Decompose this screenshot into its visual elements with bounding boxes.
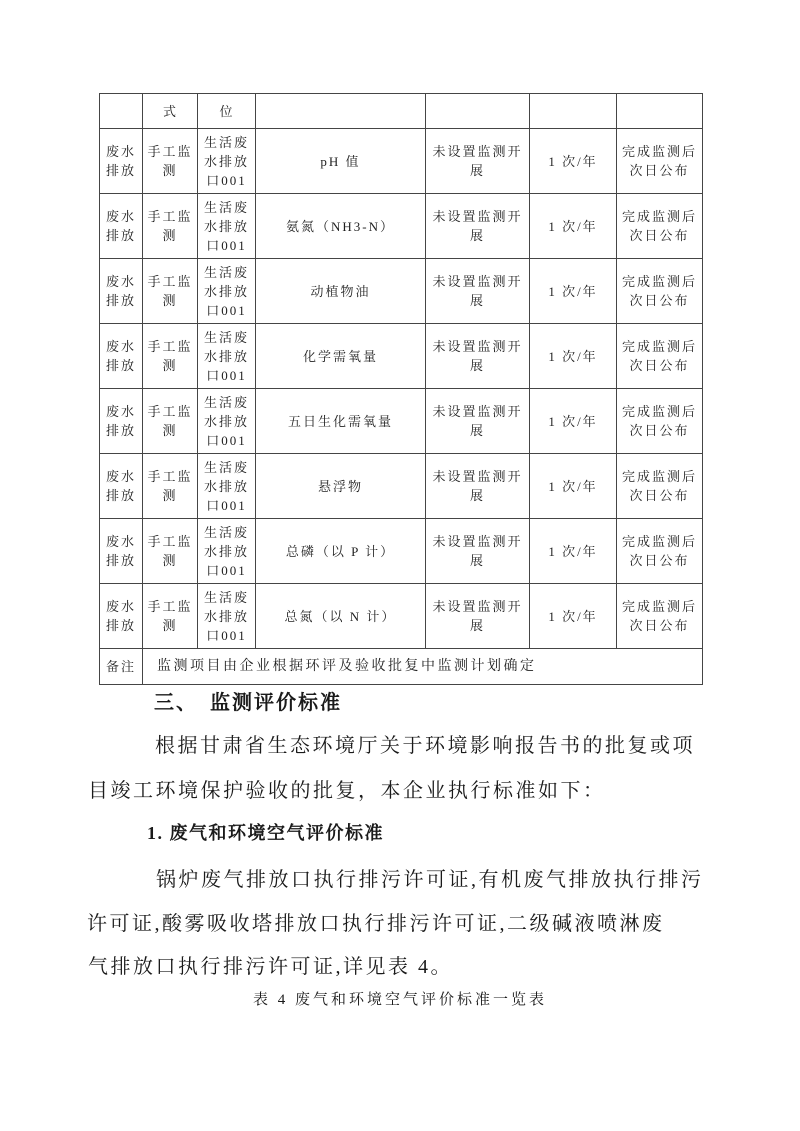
cell-status: 未设置监测开展 <box>426 129 530 194</box>
cell-frequency: 1 次/年 <box>530 129 617 194</box>
cell-publish: 完成监测后次日公布 <box>617 324 703 389</box>
paragraph2-line3: 气排放口执行排污许可证,详见表 4。 <box>88 956 453 978</box>
table-row <box>100 584 703 649</box>
cell-frequency: 1 次/年 <box>530 519 617 584</box>
cell-status: 未设置监测开展 <box>426 194 530 259</box>
header-cell <box>617 94 703 129</box>
paragraph1-line1: 根据甘肃省生态环境厅关于环境影响报告书的批复或项 <box>155 735 695 757</box>
cell-monitor-method: 手工监测 <box>143 129 198 194</box>
cell-publish: 完成监测后次日公布 <box>617 454 703 519</box>
table-row <box>100 324 703 389</box>
cell-frequency: 1 次/年 <box>530 259 617 324</box>
cell-monitor-method: 手工监测 <box>143 454 198 519</box>
cell-monitor-method: 手工监测 <box>143 519 198 584</box>
cell-monitor-item: 总氮（以 N 计） <box>256 584 426 649</box>
cell-monitor-item: 总磷（以 P 计） <box>256 519 426 584</box>
header-cell-point: 位 <box>198 94 256 129</box>
table-header-row <box>100 94 703 129</box>
header-cell-method: 式 <box>143 94 198 129</box>
cell-monitor-method: 手工监测 <box>143 389 198 454</box>
cell-outlet: 生活废水排放口001 <box>198 259 256 324</box>
header-cell <box>100 94 143 129</box>
table-row <box>100 259 703 324</box>
paragraph2-line1: 锅炉废气排放口执行排污许可证,有机废气排放执行排污 <box>156 869 704 891</box>
remark-text: 监测项目由企业根据环评及验收批复中监测计划确定 <box>143 649 703 685</box>
paragraph1-line2: 目竣工环境保护验收的批复，本企业执行标准如下： <box>88 780 606 802</box>
cell-pollutant-type: 废水排放 <box>100 194 143 259</box>
cell-pollutant-type: 废水排放 <box>100 324 143 389</box>
cell-monitor-item: 氨氮（NH3-N） <box>256 194 426 259</box>
cell-monitor-method: 手工监测 <box>143 259 198 324</box>
cell-publish: 完成监测后次日公布 <box>617 389 703 454</box>
header-cell <box>530 94 617 129</box>
cell-outlet: 生活废水排放口001 <box>198 389 256 454</box>
cell-monitor-method: 手工监测 <box>143 194 198 259</box>
cell-publish: 完成监测后次日公布 <box>617 259 703 324</box>
cell-monitor-method: 手工监测 <box>143 584 198 649</box>
cell-outlet: 生活废水排放口001 <box>198 129 256 194</box>
cell-outlet: 生活废水排放口001 <box>198 454 256 519</box>
paragraph2-line2: 许可证,酸雾吸收塔排放口执行排污许可证,二级碱液喷淋废 <box>87 913 665 935</box>
cell-status: 未设置监测开展 <box>426 519 530 584</box>
table4-caption: 表 4 废气和环境空气评价标准一览表 <box>252 992 547 1008</box>
cell-pollutant-type: 废水排放 <box>100 519 143 584</box>
cell-monitor-item: 动植物油 <box>256 259 426 324</box>
cell-publish: 完成监测后次日公布 <box>617 129 703 194</box>
cell-pollutant-type: 废水排放 <box>100 454 143 519</box>
cell-publish: 完成监测后次日公布 <box>617 519 703 584</box>
table-row <box>100 519 703 584</box>
table-row <box>100 129 703 194</box>
cell-monitor-item: 化学需氧量 <box>256 324 426 389</box>
table-row <box>100 454 703 519</box>
cell-monitor-item: 五日生化需氧量 <box>256 389 426 454</box>
cell-status: 未设置监测开展 <box>426 324 530 389</box>
cell-monitor-item: 悬浮物 <box>256 454 426 519</box>
cell-status: 未设置监测开展 <box>426 584 530 649</box>
header-cell <box>256 94 426 129</box>
cell-pollutant-type: 废水排放 <box>100 584 143 649</box>
cell-pollutant-type: 废水排放 <box>100 259 143 324</box>
subsection-heading: 1. 废气和环境空气评价标准 <box>147 823 384 843</box>
header-cell <box>426 94 530 129</box>
cell-status: 未设置监测开展 <box>426 454 530 519</box>
table-remark-row <box>100 649 703 685</box>
remark-label: 备注 <box>100 649 143 685</box>
cell-status: 未设置监测开展 <box>426 259 530 324</box>
cell-frequency: 1 次/年 <box>530 324 617 389</box>
cell-frequency: 1 次/年 <box>530 194 617 259</box>
cell-outlet: 生活废水排放口001 <box>198 584 256 649</box>
cell-pollutant-type: 废水排放 <box>100 389 143 454</box>
cell-publish: 完成监测后次日公布 <box>617 194 703 259</box>
cell-monitor-method: 手工监测 <box>143 324 198 389</box>
table-row <box>100 194 703 259</box>
cell-publish: 完成监测后次日公布 <box>617 584 703 649</box>
cell-pollutant-type: 废水排放 <box>100 129 143 194</box>
cell-outlet: 生活废水排放口001 <box>198 194 256 259</box>
cell-outlet: 生活废水排放口001 <box>198 519 256 584</box>
monitoring-plan-table <box>99 93 703 685</box>
table-row <box>100 389 703 454</box>
cell-outlet: 生活废水排放口001 <box>198 324 256 389</box>
cell-frequency: 1 次/年 <box>530 584 617 649</box>
cell-monitor-item: pH 值 <box>256 129 426 194</box>
section-heading: 三、 监测评价标准 <box>154 692 342 714</box>
cell-frequency: 1 次/年 <box>530 454 617 519</box>
cell-frequency: 1 次/年 <box>530 389 617 454</box>
cell-status: 未设置监测开展 <box>426 389 530 454</box>
